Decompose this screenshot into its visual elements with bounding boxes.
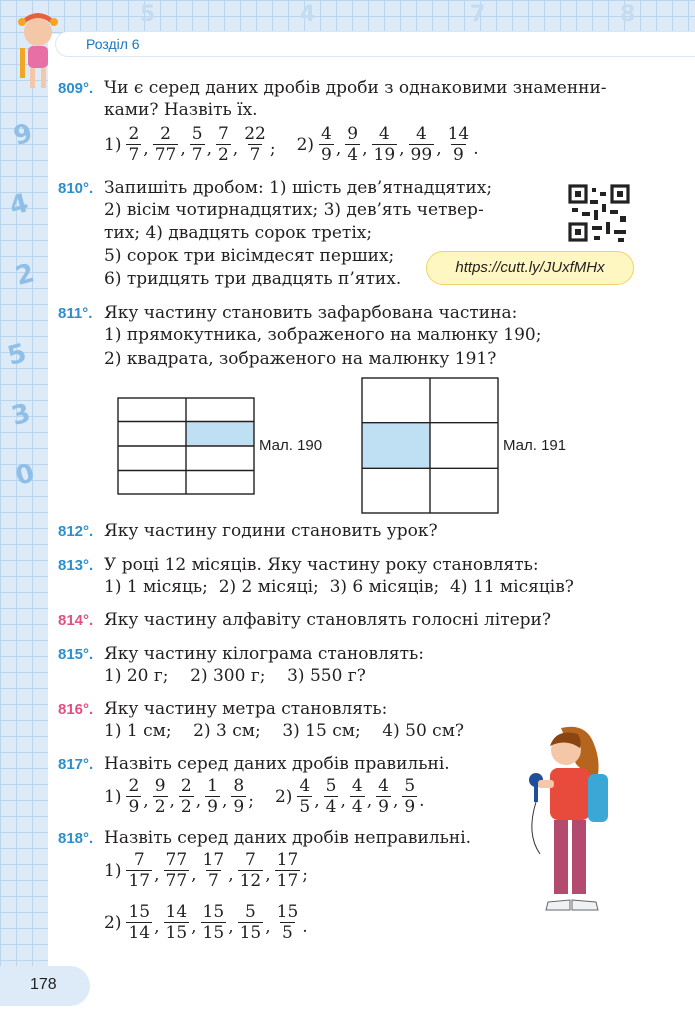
shaded-cell [362,423,430,469]
denominator: 4 [325,797,337,817]
denominator: 99 [410,145,433,165]
task-text-continued: 6) тридцять три двадцять п’ятих. [104,269,402,289]
separator: , [228,917,234,937]
separator: . [302,917,308,937]
numerator: 8 [233,776,245,796]
item-label: 2) [296,134,315,155]
numerator: 17 [276,850,299,870]
fraction [126,850,152,891]
decor-digit: 2 [12,258,38,292]
decor-digit: 4 [6,188,32,222]
task-text-continued: 1) 1 см; 2) 3 см; 3) 15 см; 4) 50 см? [104,721,465,741]
numerator: 4 [321,124,332,144]
separator: , [154,865,160,885]
fraction [126,902,152,943]
task-text-continued: 1) 20 г; 2) 300 г; 3) 550 г? [104,666,366,686]
denominator: 9 [207,797,218,817]
numerator: 17 [202,850,225,870]
denominator: 7 [207,871,219,891]
task-text: Яку частину кілограма становлять: [104,644,425,664]
numerator: 4 [378,124,390,144]
task-816 [58,697,387,722]
resource-link[interactable]: https://cutt.ly/JUxfMHx [426,251,634,285]
task-number: 814°. [58,612,94,629]
qr-code-icon[interactable] [566,182,632,244]
separator: , [195,791,202,811]
denominator: 14 [128,923,151,943]
fraction [153,124,179,165]
numerator: 14 [165,902,188,922]
separator: ; [269,139,276,159]
denominator: 9 [321,145,332,165]
fraction [164,902,190,943]
separator: , [340,791,346,811]
task-817 [58,752,450,777]
denominator: 7 [191,145,203,165]
denominator: 12 [239,871,262,891]
fraction [275,850,301,891]
fraction [372,124,398,165]
numerator: 7 [133,850,145,870]
decor-digit: 0 [12,458,38,492]
numerator: 2 [160,124,171,144]
separator: , [206,139,212,159]
separator: , [265,917,271,937]
task-number: 811°. [58,305,93,322]
task-815 [58,642,424,667]
task-813 [58,553,539,578]
separator: , [143,791,149,811]
fraction [376,776,391,817]
numerator: 22 [244,124,266,144]
denominator: 7 [128,145,140,165]
denominator: 5 [282,923,293,943]
separator: , [314,791,320,811]
denominator: 2 [180,797,192,817]
denominator: 17 [276,871,299,891]
numerator: 1 [207,776,218,796]
figure-caption: Мал. 191 [503,437,567,454]
item-label: 1) [104,860,122,881]
numerator: 7 [245,850,256,870]
numerator: 5 [404,776,416,796]
numerator: 2 [128,776,140,796]
item-label: 1) [104,786,122,807]
task-811 [58,301,517,326]
denominator: 17 [128,871,151,891]
numerator: 5 [191,124,203,144]
item-label: 2) [274,786,293,807]
figure-191-square [361,377,499,514]
numerator: 4 [299,776,311,796]
separator: , [191,917,197,937]
numerator: 14 [447,124,470,144]
task-812 [58,519,438,544]
fraction [446,124,472,165]
task-number: 809°. [58,80,94,97]
decor-digit: 9 [10,118,36,152]
separator: , [232,139,239,159]
fraction-row [104,776,428,817]
task-text: Назвіть серед даних дробів неправильні. [104,828,472,848]
denominator: 9 [453,145,464,165]
separator: ; [248,791,254,811]
denominator: 4 [351,797,363,817]
fraction [231,776,246,817]
separator: , [191,865,197,885]
denominator: 15 [239,923,262,943]
task-text-continued: 2) вісім чотирнадцятих; 3) дев’ять четвер- [104,200,484,220]
task-number: 812°. [58,523,94,540]
separator: , [366,791,373,811]
numerator: 15 [128,902,151,922]
fraction [275,902,301,943]
fraction [179,776,194,817]
numerator: 5 [325,776,337,796]
fraction-row [104,902,311,943]
fraction [345,124,360,165]
numerator: 4 [351,776,363,796]
denominator: 9 [128,797,140,817]
task-text: Чи є серед даних дробів дроби з однаковими знаменни- [104,78,607,98]
separator: . [419,791,425,811]
fraction [242,124,268,165]
fraction [297,776,312,817]
task-814 [58,608,551,633]
denominator: 9 [233,797,245,817]
fraction [190,124,205,165]
separator: , [265,865,271,885]
fraction-row [104,124,482,165]
numerator: 77 [165,850,188,870]
shaded-cell [186,422,254,447]
task-text: Назвіть серед даних дробів правильні. [104,754,450,774]
fraction [319,124,334,165]
task-number: 813°. [58,557,94,574]
separator: , [221,791,228,811]
numerator: 2 [128,124,140,144]
denominator: 77 [154,145,177,165]
figure-caption: Мал. 190 [259,437,323,454]
decor-digit: 8 [620,2,636,27]
figure-190-rectangle [117,397,255,495]
task-number: 817°. [58,756,94,773]
task-text: Яку частину метра становлять: [104,699,388,719]
fraction [153,776,168,817]
fraction [324,776,339,817]
numerator: 9 [154,776,166,796]
denominator: 9 [378,797,389,817]
task-text: Яку частину години становить урок? [104,521,438,541]
fraction [201,902,227,943]
numerator: 15 [202,902,225,922]
task-number: 810°. [58,180,94,197]
numerator: 4 [378,776,389,796]
numerator: 7 [217,124,229,144]
fraction [126,124,141,165]
child-with-microphone-illustration [516,724,626,924]
numerator: 2 [180,776,192,796]
decor-digit: 7 [470,2,486,27]
denominator: 77 [165,871,188,891]
separator: ; [302,865,309,885]
task-text: У році 12 місяців. Яку частину року становлять: [104,555,539,575]
side-grid-strip [0,0,48,1000]
denominator: 7 [249,145,261,165]
item-label: 1) [104,134,122,155]
separator: , [154,917,160,937]
denominator: 2 [154,797,166,817]
header-grid-strip [0,0,695,34]
separator: , [180,139,186,159]
task-number: 818°. [58,830,94,847]
item-label: 2) [104,912,122,933]
fraction [164,850,190,891]
fraction [238,902,264,943]
task-text-continued: тих; 4) двадцять сорок третіх; [104,223,373,243]
task-number: 815°. [58,646,94,663]
task-text-continued: 1) прямокутника, зображеного на малюнку 190; [104,325,542,345]
separator: , [436,139,442,159]
task-text: Запишіть дробом: 1) шість дев’ятнадцятих; [104,178,493,198]
fraction [402,776,417,817]
task-text: Яку частину становить зафарбована частина: [104,303,518,323]
decor-digit: 5 [140,2,156,27]
fraction [216,124,231,165]
numerator: 5 [245,902,256,922]
fraction [350,776,365,817]
page-number: 178 [30,976,57,993]
task-818 [58,826,471,851]
separator: , [399,139,405,159]
separator: . [473,139,479,159]
decor-digit: 5 [4,338,30,372]
fraction [238,850,264,891]
numerator: 9 [347,124,359,144]
task-text-continued: 5) сорок три вісімдесят перших; [104,246,395,266]
numerator: 15 [276,902,299,922]
fraction-row [104,850,311,891]
denominator: 19 [373,145,396,165]
task-text-continued: ками? Назвіть їх. [104,100,258,120]
denominator: 15 [202,923,225,943]
section-header-bar [56,32,695,56]
separator: , [143,139,149,159]
separator: , [228,865,234,885]
task-number: 816°. [58,701,94,718]
denominator: 9 [404,797,416,817]
task-809 [58,76,607,101]
task-text-continued: 1) 1 місяць; 2) 2 місяці; 3) 6 місяців; 4) 11 місяців? [104,577,574,597]
denominator: 15 [165,923,188,943]
separator: , [362,139,368,159]
separator: , [169,791,175,811]
separator: , [392,791,399,811]
fraction [201,850,227,891]
task-810 [58,176,492,201]
fraction [126,776,141,817]
denominator: 4 [347,145,359,165]
fraction [205,776,220,817]
numerator: 4 [415,124,427,144]
denominator: 2 [217,145,229,165]
fraction [409,124,435,165]
denominator: 5 [299,797,311,817]
task-text: Яку частину алфавіту становлять голосні літери? [104,610,552,630]
decor-digit: 4 [300,2,316,27]
decor-digit: 3 [8,398,34,432]
separator: , [335,139,342,159]
section-title: Розділ 6 [86,36,140,52]
task-text-continued: 2) квадрата, зображеного на малюнку 191? [104,349,497,369]
